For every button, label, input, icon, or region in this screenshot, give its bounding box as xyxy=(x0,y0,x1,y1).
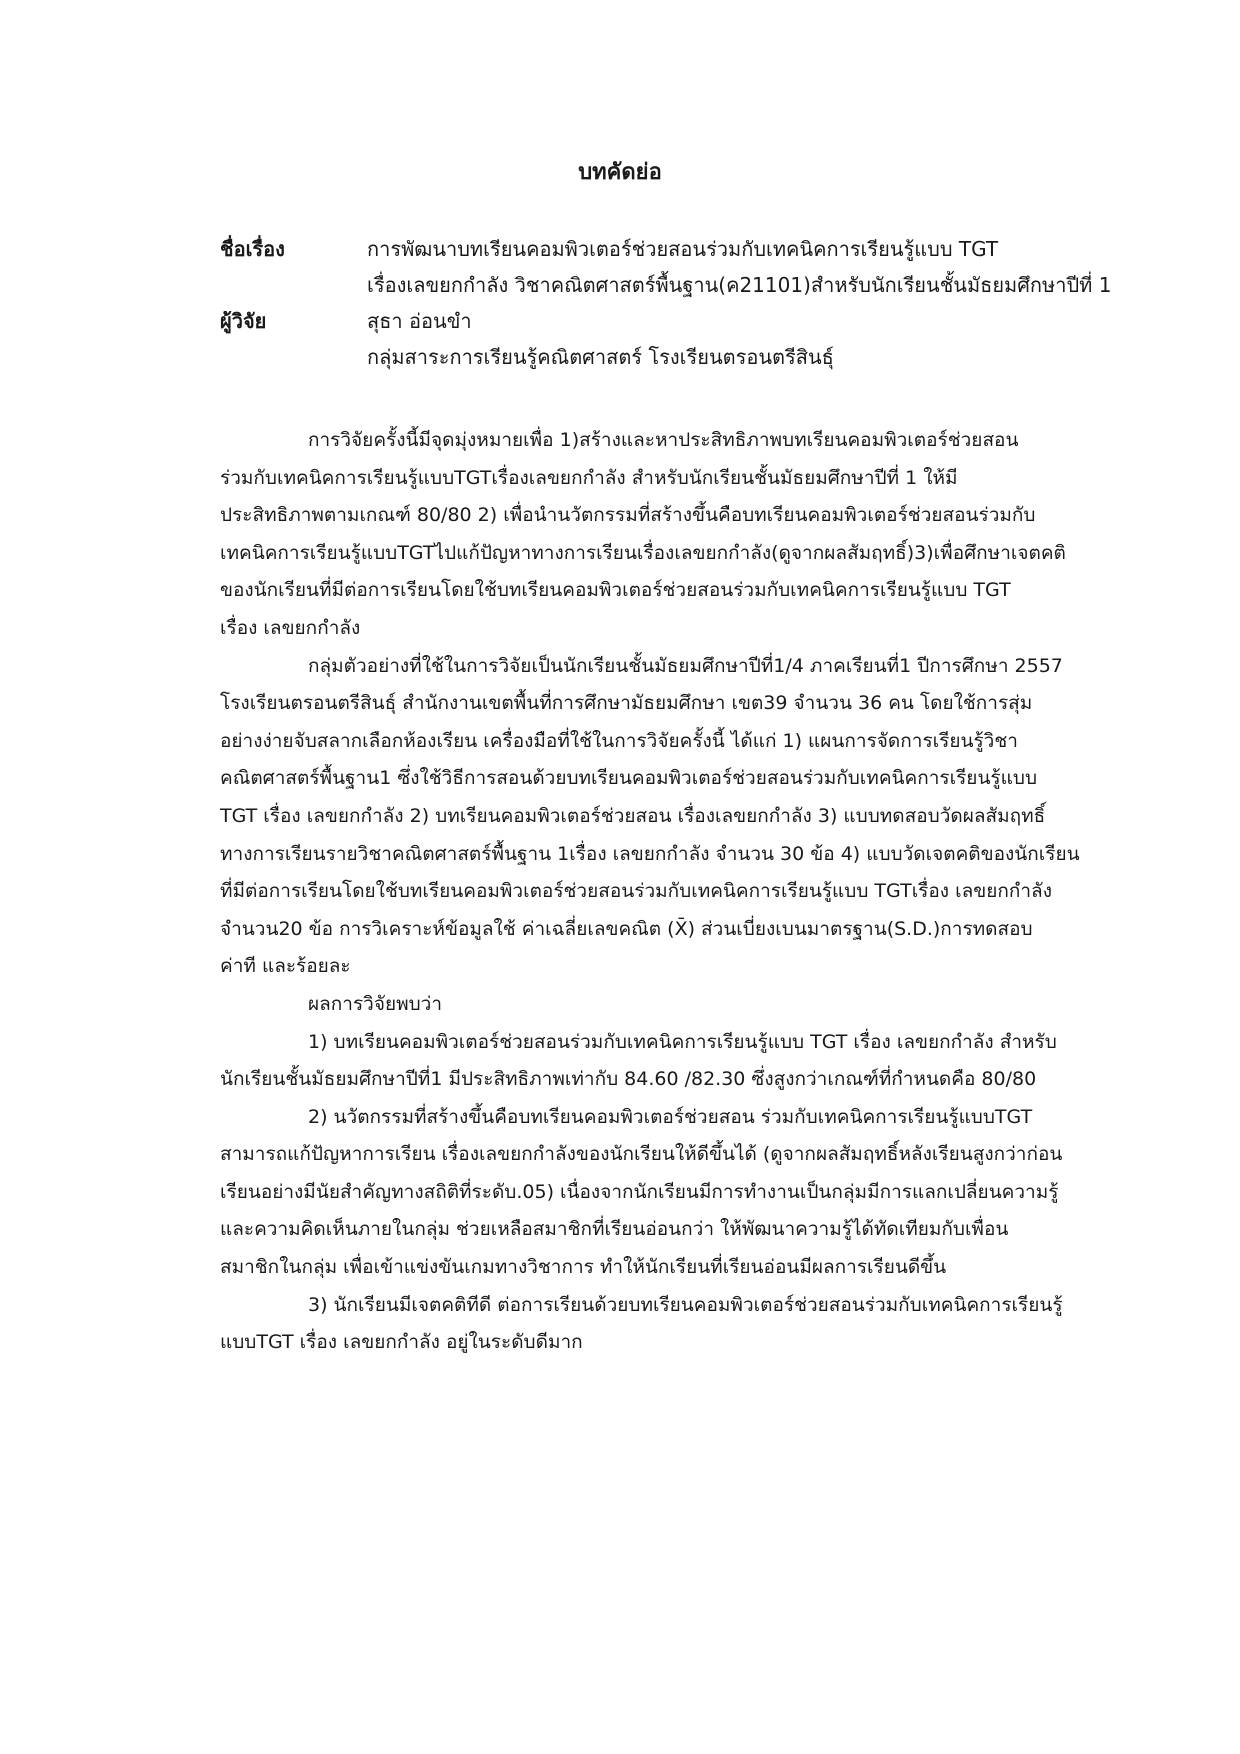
abstract-line: เรียนอย่างมีนัยสำคัญทางสถิติที่ระดับ.05) เนื่องจากนักเรียนมีการทำงานเป็นกลุ่มมีการแลกเปลี่ยนความรู้ xyxy=(220,1180,1059,1203)
abstract-line: เทคนิคการเรียนรู้แบบTGTไปแก้ปัญหาทางการเรียนเรื่องเลขยกกำลัง(ดูจากผลสัมฤทธิ์)3)เพื่อศึกษาเจตคติ xyxy=(220,541,1066,564)
abstract-line: อย่างง่ายจับสลากเลือกห้องเรียน เครื่องมือที่ใช้ในการวิจัยครั้งนี้ ได้แก่ 1) แผนการจัดการเรียนรู้วิชา xyxy=(220,729,1018,752)
researcher-label: ผู้วิจัย xyxy=(220,309,267,333)
abstract-line: การวิจัยครั้งนี้มีจุดมุ่งหมายเพื่อ 1)สร้างและหาประสิทธิภาพบทเรียนคอมพิวเตอร์ช่วยสอน xyxy=(308,429,1019,451)
abstract-line: สามารถแก้ปัญหาการเรียน เรื่องเลขยกกำลังของนักเรียนให้ดีขึ้นได้ (ดูจากผลสัมฤทธิ์หลังเรียนสูงกว่าก่อน xyxy=(220,1143,1063,1166)
page-title: บทคัดย่อ xyxy=(578,160,662,185)
abstract-line: คณิตศาสตร์พื้นฐาน1 ซึ่งใช้วิธีการสอนด้วยบทเรียนคอมพิวเตอร์ช่วยสอนร่วมกับเทคนิคการเรียนรู้แบบ xyxy=(220,767,1037,790)
abstract-line: เรื่อง เลขยกกำลัง xyxy=(220,616,361,639)
abstract-line: ประสิทธิภาพตามเกณฑ์ 80/80 2) เพื่อนำนวัตกรรมที่สร้างขึ้นคือบทเรียนคอมพิวเตอร์ช่วยสอนร่วมกับ xyxy=(220,504,1036,527)
abstract-line: และความคิดเห็นภายในกลุ่ม ช่วยเหลือสมาชิกที่เรียนอ่อนกว่า ให้พัฒนาความรู้ได้ทัดเทียมกับเพื่อน xyxy=(220,1218,1009,1241)
abstract-line: 2) นวัตกรรมที่สร้างขึ้นคือบทเรียนคอมพิวเตอร์ช่วยสอน ร่วมกับเทคนิคการเรียนรู้แบบTGT xyxy=(308,1105,1033,1128)
abstract-line: กลุ่มตัวอย่างที่ใช้ในการวิจัยเป็นนักเรียนชั้นมัธยมศึกษาปีที่1/4 ภาคเรียนที่1 ปีการศึกษา 2557 xyxy=(308,654,1063,677)
abstract-line: ร่วมกับเทคนิคการเรียนรู้แบบTGTเรื่องเลขยกกำลัง สำหรับนักเรียนชั้นมัธยมศึกษาปีที่ 1 ให้มี xyxy=(220,466,958,489)
abstract-line: สมาชิกในกลุ่ม เพื่อเข้าแข่งขันเกมทางวิชาการ ทำให้นักเรียนที่เรียนอ่อนมีผลการเรียนดีขึ้น xyxy=(220,1256,947,1279)
title-line-2: เรื่องเลขยกกำลัง วิชาคณิตศาสตร์พื้นฐาน(ค21101)สำหรับนักเรียนชั้นมัธยมศึกษาปีที่ 1 xyxy=(367,273,1112,297)
abstract-line: ของนักเรียนที่มีต่อการเรียนโดยใช้บทเรียนคอมพิวเตอร์ช่วยสอนร่วมกับเทคนิคการเรียนรู้แบบ TGT xyxy=(220,579,1011,602)
abstract-line: TGT เรื่อง เลขยกกำลัง 2) บทเรียนคอมพิวเตอร์ช่วยสอน เรื่องเลขยกกำลัง 3) แบบทดสอบวัดผลสัมฤทธิ์ xyxy=(220,804,1046,827)
abstract-line: จำนวน20 ข้อ การวิเคราะห์ข้อมูลใช้ ค่าเฉลี่ยเลขคณิต (X̄) ส่วนเบี่ยงเบนมาตรฐาน(S.D.)การทดสอบ xyxy=(220,917,1033,940)
title-line-1: การพัฒนาบทเรียนคอมพิวเตอร์ช่วยสอนร่วมกับเทคนิคการเรียนรู้แบบ TGT xyxy=(367,237,999,261)
abstract-line: 1) บทเรียนคอมพิวเตอร์ช่วยสอนร่วมกับเทคนิคการเรียนรู้แบบ TGT เรื่อง เลขยกกำลัง สำหรับ xyxy=(308,1030,1057,1053)
abstract-line: แบบTGT เรื่อง เลขยกกำลัง อยู่ในระดับดีมาก xyxy=(220,1331,583,1354)
abstract-line: ที่มีต่อการเรียนโดยใช้บทเรียนคอมพิวเตอร์ช่วยสอนร่วมกับเทคนิคการเรียนรู้แบบ TGTเรื่อง เลขยกกำลัง xyxy=(220,880,1052,903)
abstract-line: โรงเรียนตรอนตรีสินธุ์ สำนักงานเขตพื้นที่การศึกษามัธยมศึกษา เขต39 จำนวน 36 คน โดยใช้การสุ่ม xyxy=(220,692,1033,715)
title-label: ชื่อเรื่อง xyxy=(220,237,285,261)
abstract-line: ผลการวิจัยพบว่า xyxy=(308,992,443,1015)
abstract-line: ค่าที และร้อยละ xyxy=(220,955,351,978)
abstract-line: นักเรียนชั้นมัธยมศึกษาปีที่1 มีประสิทธิภาพเท่ากับ 84.60 /82.30 ซึ่งสูงกว่าเกณฑ์ที่กำหนดคือ 80/80 xyxy=(220,1068,1037,1091)
abstract-line: ทางการเรียนรายวิชาคณิตศาสตร์พื้นฐาน 1เรื่อง เลขยกกำลัง จำนวน 30 ข้อ 4) แบบวัดเจตคติของนักเรียน xyxy=(220,842,1080,865)
researcher-affiliation: กลุ่มสาระการเรียนรู้คณิตศาสตร์ โรงเรียนตรอนตรีสินธุ์ xyxy=(367,345,834,369)
abstract-body xyxy=(220,422,1130,1362)
abstract-line: 3) นักเรียนมีเจตคติทีดี ต่อการเรียนด้วยบทเรียนคอมพิวเตอร์ช่วยสอนร่วมกับเทคนิคการเรียนรู้ xyxy=(308,1293,1063,1316)
researcher-name: สุธา อ่อนขำ xyxy=(367,309,472,333)
